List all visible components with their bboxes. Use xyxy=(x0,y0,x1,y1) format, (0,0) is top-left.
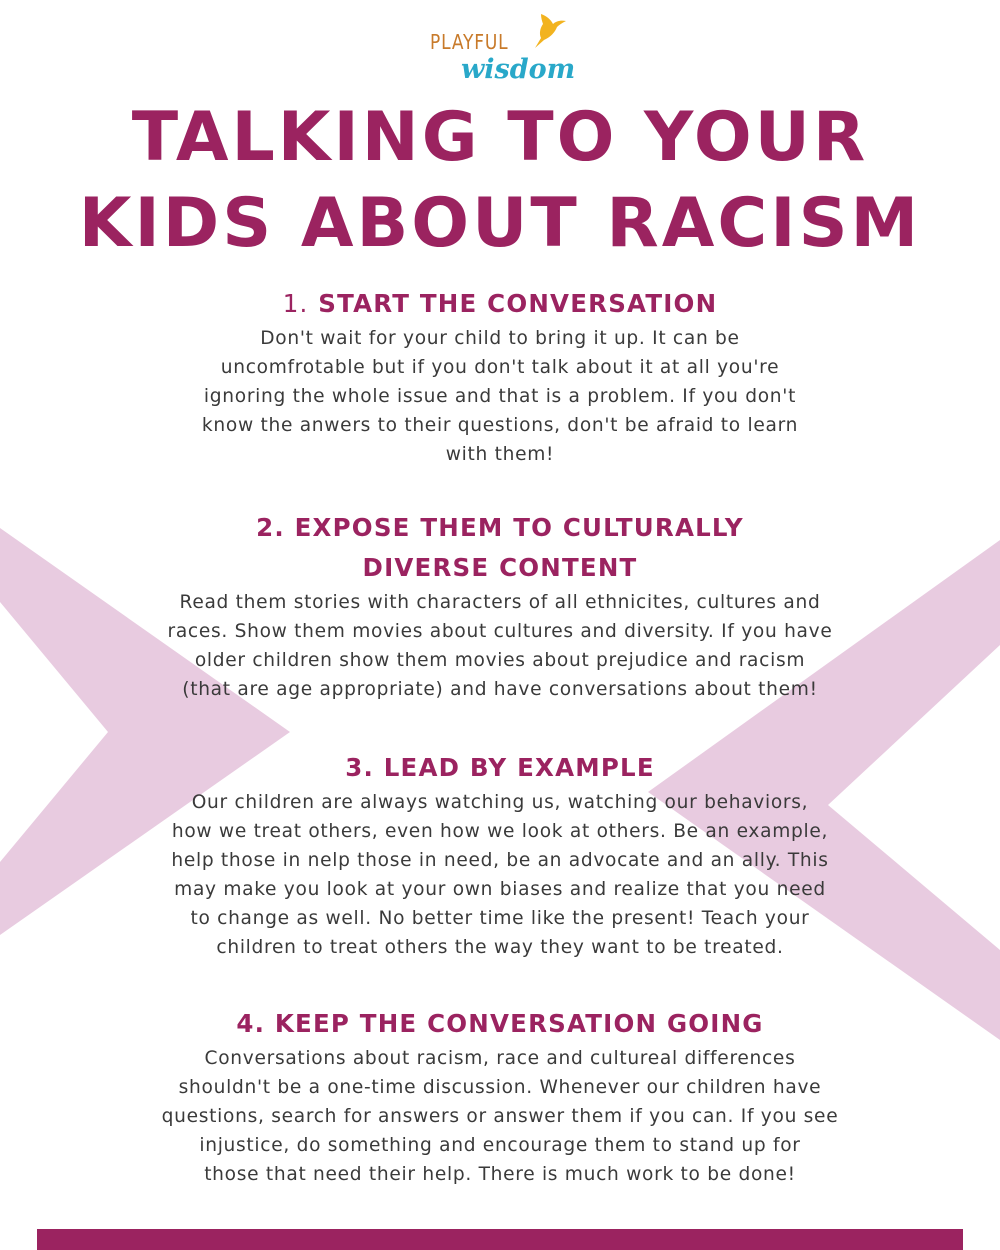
section-number: 4. xyxy=(236,1009,266,1038)
body-line: ignoring the whole issue and that is a problem. If you don't xyxy=(203,386,797,407)
section-heading xyxy=(150,508,850,588)
section-body xyxy=(150,1044,850,1189)
hummingbird-icon xyxy=(531,10,569,50)
playful-wisdom-logo xyxy=(425,10,575,90)
section-heading xyxy=(160,284,840,324)
body-line: children to treat others the way they want to be treated. xyxy=(216,937,784,958)
tip-section-3 xyxy=(150,748,850,962)
section-heading-line: LEAD BY EXAMPLE xyxy=(383,753,655,782)
title-line-1: TALKING TO YOUR xyxy=(131,98,869,177)
body-line: uncomfrotable but if you don't talk about it at all you're xyxy=(220,357,780,378)
body-line: injustice, do something and encourage them to stand up for xyxy=(199,1135,801,1156)
section-body xyxy=(150,788,850,962)
body-line: questions, search for answers or answer them if you can. If you see xyxy=(161,1106,839,1127)
logo-text-playful: PLAYFUL xyxy=(430,30,509,54)
body-line: Conversations about racism, race and cultureal differences xyxy=(204,1048,796,1069)
page-title xyxy=(0,95,1000,267)
body-line: (that are age appropriate) and have conversations about them! xyxy=(182,679,818,700)
footer-bar xyxy=(37,1229,963,1250)
section-heading-line: START THE CONVERSATION xyxy=(318,289,718,318)
body-line: with them! xyxy=(445,444,555,465)
tip-section-2 xyxy=(150,508,850,704)
section-heading-line: DIVERSE CONTENT xyxy=(362,553,638,582)
section-body xyxy=(160,324,840,469)
logo-text-wisdom: wisdom xyxy=(461,54,576,85)
body-line: Read them stories with characters of all ethnicites, cultures and xyxy=(179,592,821,613)
body-line: those that need their help. There is much work to be done! xyxy=(204,1164,796,1185)
body-line: races. Show them movies about cultures and diversity. If you have xyxy=(167,621,833,642)
body-line: know the anwers to their questions, don't be afraid to learn xyxy=(201,415,799,436)
body-line: Our children are always watching us, watching our behaviors, xyxy=(191,792,809,813)
body-line: how we treat others, even how we look at others. Be an example, xyxy=(171,821,829,842)
body-line: older children show them movies about prejudice and racism xyxy=(194,650,806,671)
body-line: may make you look at your own biases and realize that you need xyxy=(174,879,826,900)
section-number: 1. xyxy=(282,289,309,318)
section-heading xyxy=(150,748,850,788)
body-line: shouldn't be a one-time discussion. Whenever our children have xyxy=(178,1077,822,1098)
tip-section-1 xyxy=(160,284,840,469)
body-line: Don't wait for your child to bring it up. It can be xyxy=(260,328,740,349)
tip-section-4 xyxy=(150,1004,850,1189)
body-line: to change as well. No better time like the present! Teach your xyxy=(190,908,810,929)
section-heading-line: KEEP THE CONVERSATION GOING xyxy=(274,1009,764,1038)
section-body xyxy=(150,588,850,704)
body-line: help those in nelp those in need, be an advocate and an ally. This xyxy=(171,850,829,871)
section-heading xyxy=(150,1004,850,1044)
title-line-2: KIDS ABOUT RACISM xyxy=(78,184,922,263)
section-heading-line: EXPOSE THEM TO CULTURALLY xyxy=(294,513,744,542)
section-number: 3. xyxy=(345,753,374,782)
section-number: 2. xyxy=(256,513,285,542)
